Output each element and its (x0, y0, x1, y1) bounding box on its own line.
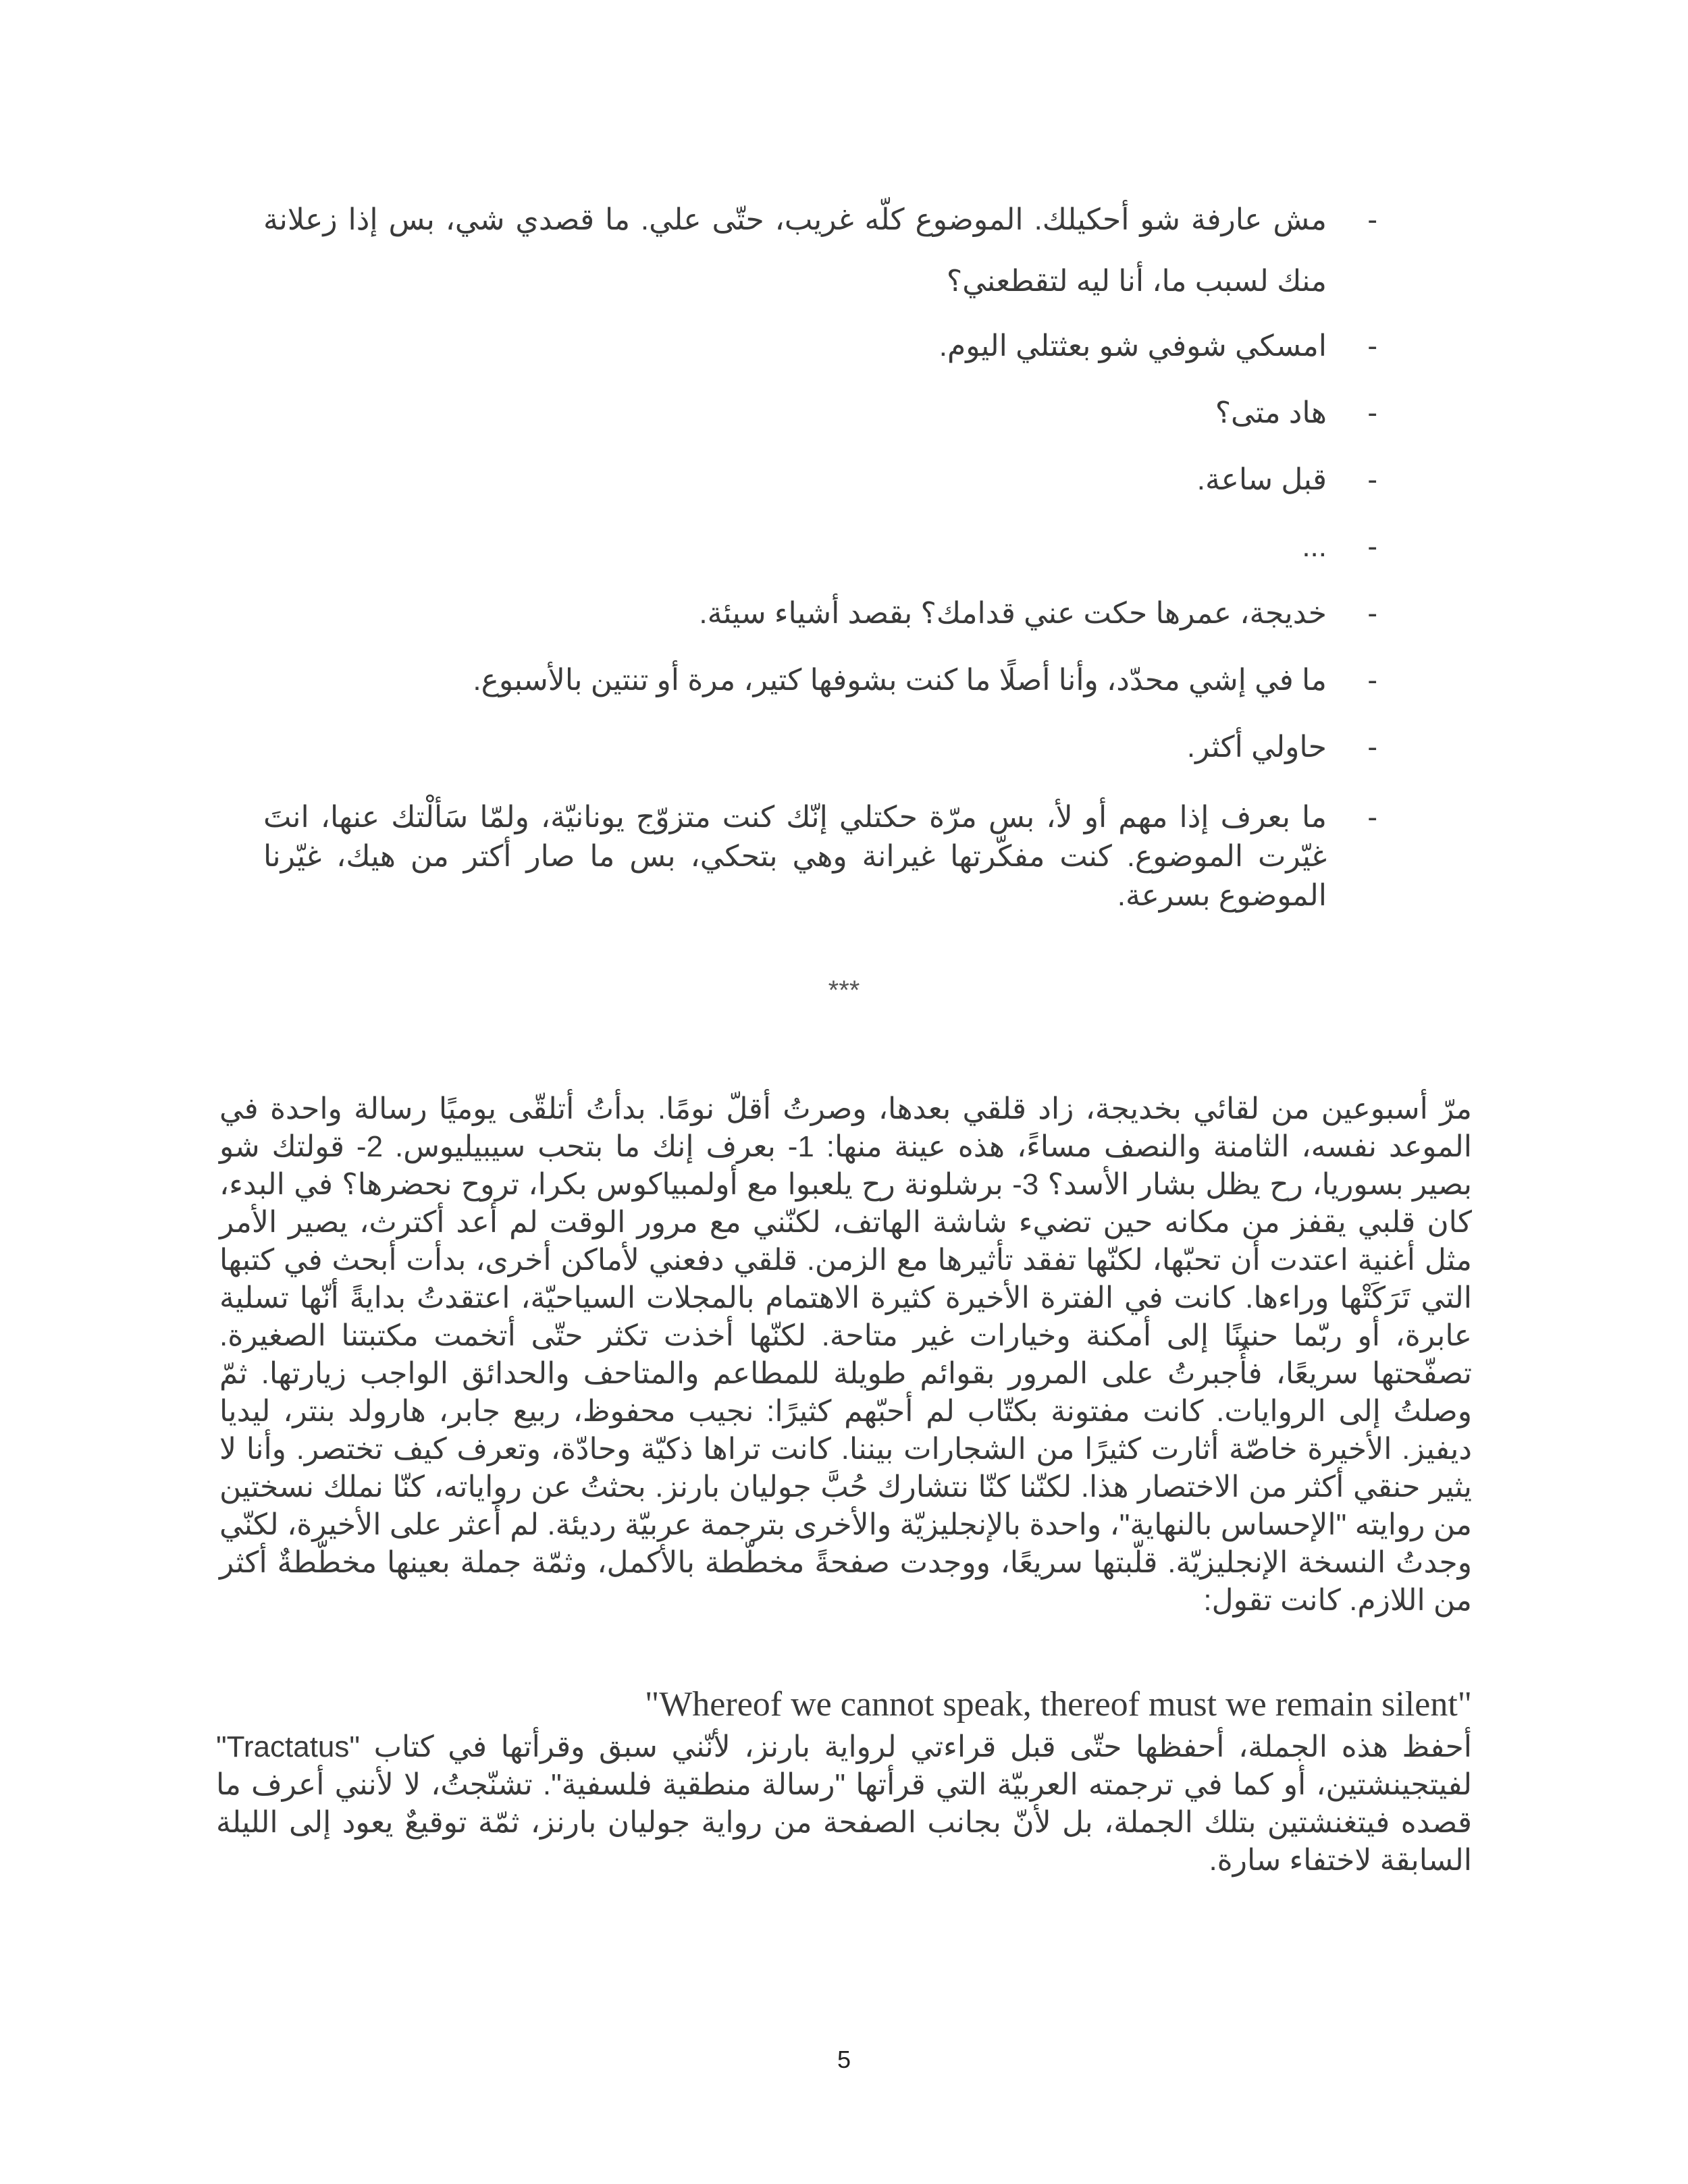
dialogue-line: - ... (263, 516, 1377, 577)
dialogue-list (263, 189, 1377, 915)
body-paragraph: أحفظ هذه الجملة، أحفظها حتّى قبل قراءتي لرواية بارنز، لأنّني سبق وقرأتها في كتاب "Tractatus" لفيتجينشتين، أو كما في ترجمته العربيّة التي قرأتها "رسالة منطقية فلسفية". تشنّجتُ، لا لأنني أعرف ما قصده فيتغنشتين بتلك الجملة، بل لأنّ بجانب الصفحة من رواية جوليان بارنز، ثمّة توقيعٌ يعود إلى الليلة السابقة لاختفاء سارة. (216, 1730, 1472, 1877)
body-paragraph: مرّ أسبوعين من لقائي بخديجة، زاد قلقي بعدها، وصرتُ أقلّ نومًا. بدأتُ أتلقّى يوميًا رسالة واحدة في الموعد نفسه، الثامنة والنصف مساءً، هذه عينة منها: 1- بعرف إنك ما بتحب سيبيليوس. 2- قولتك شو بصير بسوريا، رح يظل بشار الأسد؟ 3- برشلونة رح يلعبوا مع أولمبياكوس بكرا، تروح نحضرها؟ في البدء، كان قلبي يقفز من مكانه حين تضيء شاشة الهاتف، لكنّني مع مرور الوقت لم أعد أكترث، يصير الأمر مثل أغنية اعتدت أن تحبّها، لكنّها تفقد تأثيرها مع الزمن. قلقي دفعني لأماكن أخرى، بدأت أبحث في كتبها التي تَرَكَتْها وراءها. كانت في الفترة الأخيرة كثيرة الاهتمام بالمجلات السياحيّة، اعتقدتُ بدايةً أنّها تسلية عابرة، أو ربّما حنينًا إلى أمكنة وخيارات غير متاحة. لكنّها أخذت تكثر حتّى أتخمت مكتبتنا الصغيرة. تصفّحتها سريعًا، فأُجبرتُ على المرور بقوائم طويلة للمطاعم والمتاحف والحدائق الواجب زيارتها. ثمّ وصلتُ إلى الروايات. كانت مفتونة بكتّاب لم أحبّهم كثيرًا: نجيب محفوظ، ربيع جابر، هارولد بنتر، ليديا ديفيز. الأخيرة خاصّة أثارت كثيرًا من الشجارات بيننا. كانت تراها ذكيّة وحادّة، وتعرف كيف تختصر. وأنا لا يثير حنقي أكثر من الاختصار هذا. لكنّنا كنّا نتشارك حُبَّ جوليان بارنز. بحثتُ عن رواياته، كنّا نملك نسختين من روايته "الإحساس بالنهاية"، واحدة بالإنجليزيّة والأخرى بترجمة عربيّة رديئة. لم أعثر على الأخيرة، لكنّي وجدتُ النسخة الإنجليزيّة. قلّبتها سريعًا، ووجدت صفحةً مخطّطة بالأكمل، وثمّة جملة بعينها مخطّطةٌ أكثر من اللازم. كانت تقول: (219, 1092, 1472, 1617)
dialogue-line: - هاد متى؟ (263, 382, 1377, 444)
dialogue-line: - ما بعرف إذا مهم أو لأ، بس مرّة حكتلي إنّك كنت متزوّج يونانيّة، ولمّا سَألْتك عنها، انتَ غيّرت الموضوع. كنت مفكّرتها غيرانة وهي بتحكي، بس ما صار أكتر من هيك، غيّرنا الموضوع بسرعة. (263, 798, 1377, 915)
dialogue-line: - ما في إشي محدّد، وأنا أصلًا ما كنت بشوفها كتير، مرة أو تنتين بالأسبوع. (263, 649, 1377, 711)
page-number: 5 (837, 2046, 851, 2073)
dialogue-line: - امسكي شوفي شو بعثتلي اليوم. (263, 315, 1377, 377)
dialogue-line: - خديجة، عمرها حكت عني قدامك؟ بقصد أشياء سيئة. (263, 583, 1377, 644)
dialogue-line: - قبل ساعة. (263, 449, 1377, 510)
section-separator: *** (828, 976, 860, 1005)
dialogue-line: - حاولي أكثر. (263, 716, 1377, 778)
quote-line: "Whereof we cannot speak, thereof must we remain silent" (645, 1685, 1472, 1724)
dialogue-line: - مش عارفة شو أحكيلك. الموضوع كلّه غريب، حتّى علي. ما قصدي شي، بس إذا زعلانة منك لسبب ما، أنا ليه لتقطعني؟ (263, 189, 1377, 312)
